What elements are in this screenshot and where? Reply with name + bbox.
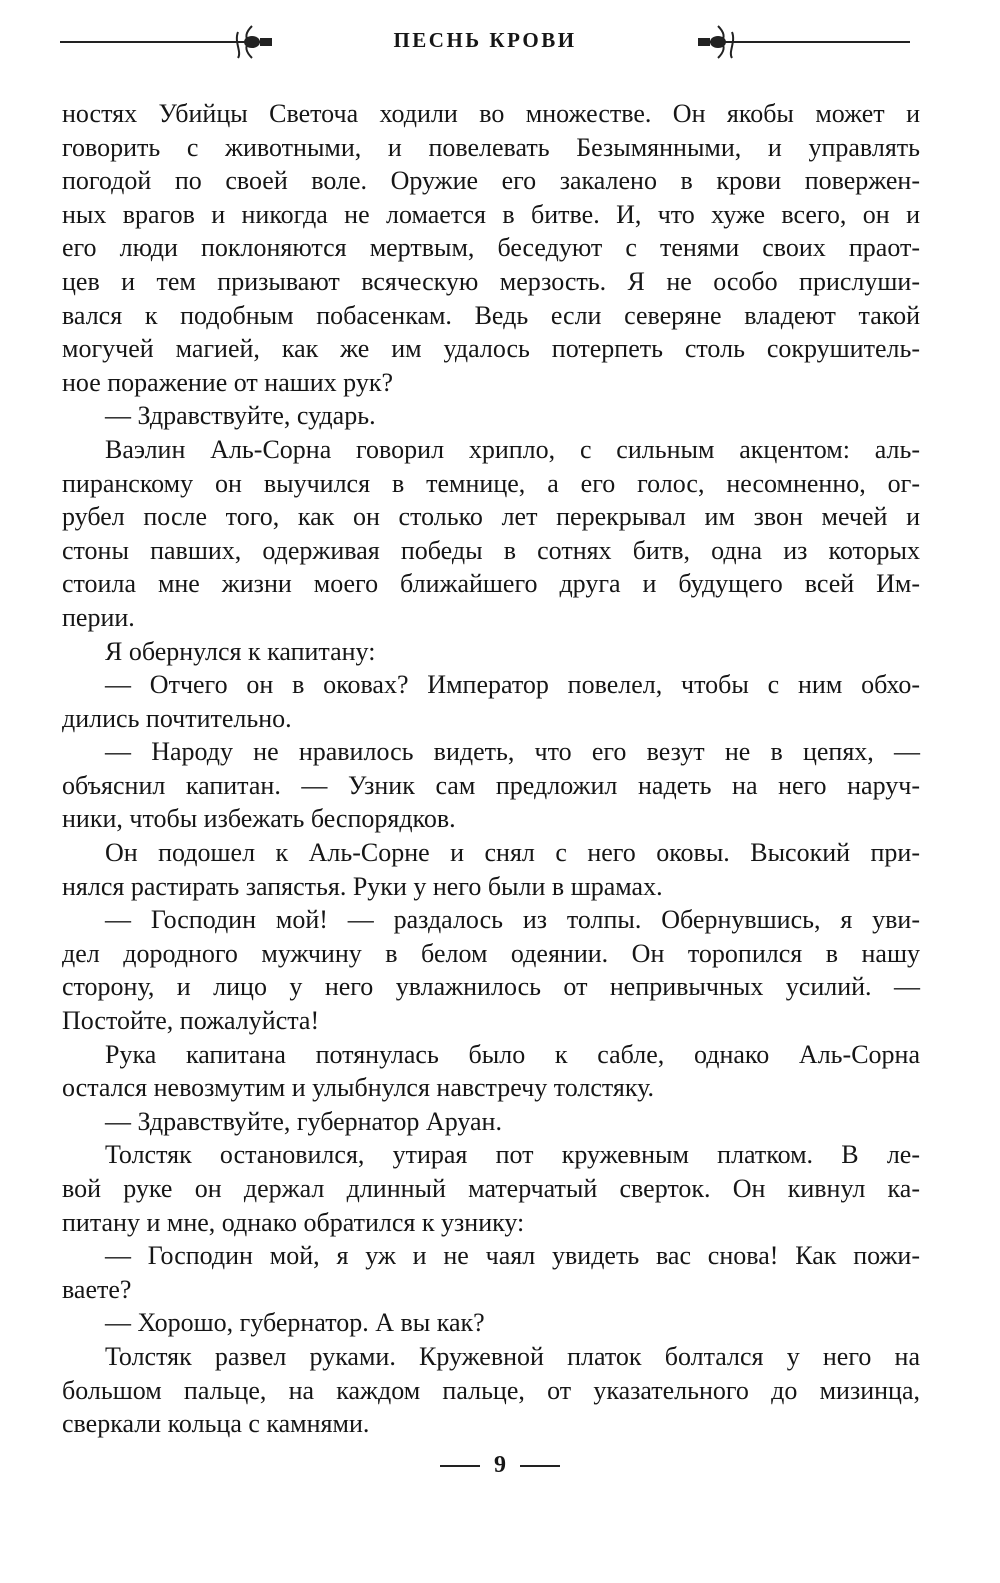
page-text [62,97,920,1441]
text-line: Постойте, пожалуйста! [62,1006,320,1036]
text-line: — Народу не нравилось видеть, что его везут не в цепях, — [105,737,920,767]
text-line: рубел после того, как он столько лет перекрывал им звон мечей и [62,502,920,532]
text-line: — Здравствуйте, губернатор Аруан. [105,1106,502,1136]
text-line: Он подошел к Аль-Сорне и снял с него оковы. Высокий при- [105,838,920,868]
text-line: Толстяк развел руками. Кружевной платок болтался у него на [105,1341,920,1371]
text-line: цев и тем призывают всяческую мерзость. Я не особо прислуши- [62,266,920,296]
text-line: нялся растирать запястья. Руки у него были в шрамах. [62,871,663,901]
dash-right [520,1465,560,1467]
text-line: Я обернулся к капитану: [105,636,376,666]
book-title: ПЕСНЬ КРОВИ [393,28,577,52]
text-line: вался к подобным побасенкам. Ведь если северяне владеют такой [62,300,920,330]
text-line: — Отчего он в оковах? Император повелел, чтобы с ним обхо- [105,670,920,700]
page-footer [0,1452,1000,1479]
text-line: ных врагов и никогда не ломается в битве. И, что хуже всего, он и [62,199,920,229]
text-line: — Господин мой! — раздалось из толпы. Обернувшись, я уви- [105,905,920,935]
text-line: ники, чтобы избежать беспорядков. [62,804,456,834]
text-line: Ваэлин Аль-Сорна говорил хрипло, с сильным акцентом: аль- [105,434,920,464]
text-line: дились почтительно. [62,703,292,733]
text-line: стоила мне жизни моего ближайшего друга и будущего всей Им- [62,569,920,599]
header-rule-right [710,41,910,43]
text-line: сторону, и лицо у него увлажнилось от непривычных усилий. — [62,972,920,1002]
text-line: ное поражение от наших рук? [62,367,393,397]
text-line: говорить с животными, и повелевать Безымянными, и управлять [62,132,920,162]
text-line: большом пальце, на каждом пальце, от указательного до мизинца, [62,1375,920,1405]
text-line: пиранскому он выучился в темнице, а его голос, несомненно, ог- [62,468,920,498]
text-line: могучей магией, как же им удалось потерпеть столь сокрушитель- [62,334,920,364]
text-line: — Здравствуйте, сударь. [105,401,376,431]
text-line: перии. [62,602,135,632]
text-line: объяснил капитан. — Узник сам предложил надеть на него наруч- [62,770,920,800]
page-number: 9 [494,1452,506,1478]
dash-left [440,1465,480,1467]
text-line: Рука капитана потянулась было к сабле, однако Аль-Сорна [105,1039,920,1069]
text-line: его люди поклоняются мертвым, беседуют с тенями своих праот- [62,233,920,263]
text-line: остался невозмутим и улыбнулся навстречу толстяку. [62,1073,655,1103]
text-line: стоны павших, одерживая победы в сотнях битв, одна из которых [62,535,920,565]
text-line: вой руке он держал длинный матерчатый сверток. Он кивнул ка- [62,1174,920,1203]
running-header [60,22,910,62]
text-line: сверкали кольца с камнями. [62,1409,370,1439]
text-line: — Господин мой, я уж и не чаял увидеть вас снова! Как пожи- [105,1241,920,1271]
text-line: дел дородного мужчину в белом одеянии. Он торопился в нашу [62,938,920,968]
text-line: ваете? [62,1274,132,1304]
text-line: — Хорошо, губернатор. А вы как? [105,1308,485,1338]
text-line: питану и мне, однако обратился к узнику: [62,1207,525,1237]
text-line: Толстяк остановился, утирая пот кружевным платком. В ле- [105,1140,920,1170]
text-line: ностях Убийцы Светоча ходили во множестве. Он якобы может и [62,99,920,128]
text-line: погодой по своей воле. Оружие его закалено в крови повержен- [62,166,920,196]
